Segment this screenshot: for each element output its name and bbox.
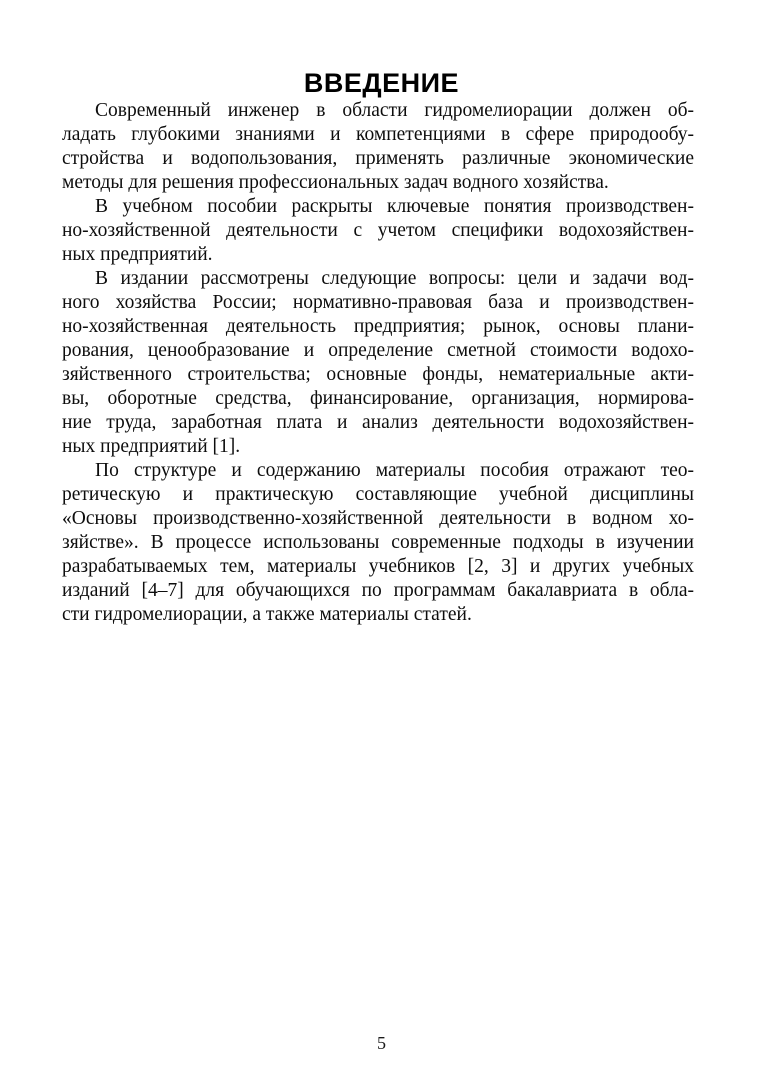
text-line: изданий [4–7] для обучающихся по программам бакалавриата в обла-	[62, 580, 694, 601]
text-line: ного хозяйства России; нормативно-правовая база и производствен-	[62, 292, 694, 313]
paragraph	[62, 459, 694, 627]
text-line: ных предприятий.	[62, 244, 213, 265]
text-line: В издании рассмотрены следующие вопросы: цели и задачи вод-	[95, 268, 694, 289]
paragraph	[62, 99, 694, 195]
text-line: разрабатываемых тем, материалы учебников [2, 3] и других учебных	[62, 556, 694, 577]
page-title: ВВЕДЕНИЕ	[303, 68, 460, 99]
paragraph	[62, 267, 694, 459]
text-line: ладать глубокими знаниями и компетенциями в сфере природообу-	[62, 124, 694, 145]
text-line: рования, ценообразование и определение сметной стоимости водохо-	[62, 340, 694, 361]
text-line: но-хозяйственная деятельность предприятия; рынок, основы плани-	[62, 316, 694, 337]
text-line: «Основы производственно-хозяйственной деятельности в водном хо-	[62, 508, 694, 529]
body-text	[62, 99, 694, 627]
text-line: зяйстве». В процессе использованы современные подходы в изучении	[62, 532, 694, 553]
text-line: ных предприятий [1].	[62, 436, 241, 457]
text-line: но-хозяйственной деятельности с учетом специфики водохозяйствен-	[62, 220, 694, 241]
text-line: В учебном пособии раскрыты ключевые понятия производствен-	[95, 196, 694, 217]
text-line: Современный инженер в области гидромелиорации должен об-	[95, 100, 694, 121]
text-line: зяйственного строительства; основные фонды, нематериальные акти-	[62, 364, 694, 385]
paragraph	[62, 195, 694, 267]
text-line: стройства и водопользования, применять различные экономические	[62, 148, 694, 169]
text-line: По структуре и содержанию материалы пособия отражают тео-	[95, 460, 694, 481]
text-line: сти гидромелиорации, а также материалы статей.	[62, 604, 472, 625]
text-line: ретическую и практическую составляющие учебной дисциплины	[62, 484, 694, 505]
page-number: 5	[377, 1033, 386, 1053]
text-line: ние труда, заработная плата и анализ деятельности водохозяйствен-	[62, 412, 694, 433]
text-line: методы для решения профессиональных задач водного хозяйства.	[62, 172, 609, 193]
text-line: вы, оборотные средства, финансирование, организация, нормирова-	[62, 388, 694, 409]
